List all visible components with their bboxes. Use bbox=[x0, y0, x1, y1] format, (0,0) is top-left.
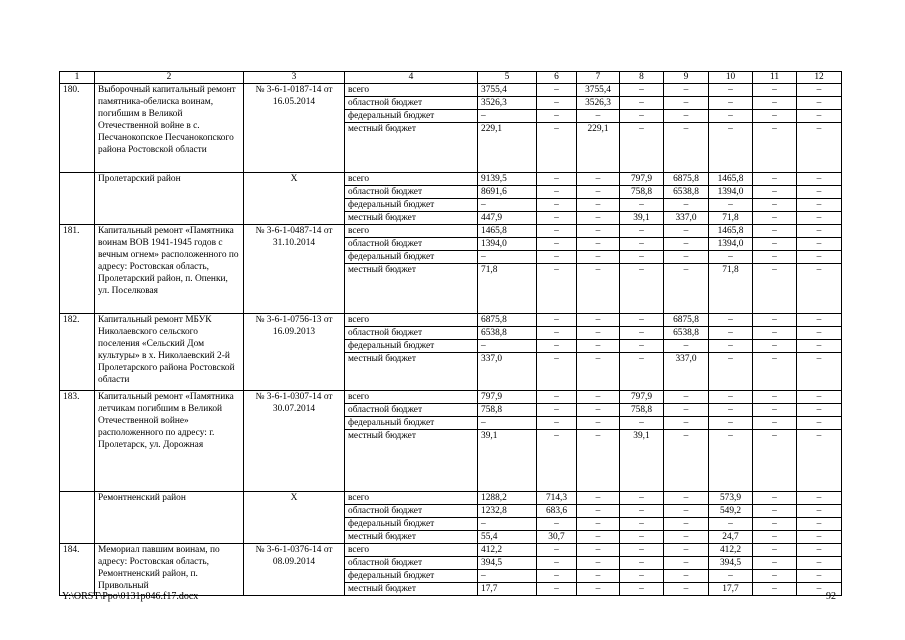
amount-cell: – bbox=[577, 199, 620, 212]
amount-cell: 6875,8 bbox=[478, 314, 537, 327]
amount-cell: 6538,8 bbox=[664, 186, 709, 199]
amount-cell: – bbox=[753, 404, 797, 417]
funding-source: всего bbox=[345, 84, 478, 97]
funding-source: местный бюджет bbox=[345, 430, 478, 492]
amount-cell: – bbox=[577, 518, 620, 531]
amount-cell: 3755,4 bbox=[478, 84, 537, 97]
amount-cell: – bbox=[797, 570, 842, 583]
amount-cell: – bbox=[577, 186, 620, 199]
funding-source: федеральный бюджет bbox=[345, 199, 478, 212]
amount-cell: – bbox=[620, 251, 664, 264]
amount-cell: – bbox=[620, 340, 664, 353]
amount-cell: – bbox=[753, 518, 797, 531]
table-row bbox=[60, 314, 842, 327]
amount-cell: 71,8 bbox=[709, 212, 753, 225]
object-name: Ремонтненский район bbox=[95, 492, 244, 544]
amount-cell: – bbox=[664, 505, 709, 518]
amount-cell: – bbox=[753, 583, 797, 596]
amount-cell: – bbox=[797, 340, 842, 353]
amount-cell: – bbox=[753, 97, 797, 110]
amount-cell: – bbox=[753, 225, 797, 238]
amount-cell: – bbox=[577, 430, 620, 492]
amount-cell: 337,0 bbox=[664, 353, 709, 391]
amount-cell: – bbox=[537, 404, 577, 417]
amount-cell: – bbox=[797, 531, 842, 544]
amount-cell: 758,8 bbox=[620, 404, 664, 417]
column-number: 8 bbox=[620, 72, 664, 84]
amount-cell: – bbox=[620, 353, 664, 391]
amount-cell: – bbox=[537, 186, 577, 199]
amount-cell: 39,1 bbox=[478, 430, 537, 492]
funding-source: областной бюджет bbox=[345, 404, 478, 417]
amount-cell: – bbox=[709, 417, 753, 430]
amount-cell: – bbox=[664, 430, 709, 492]
column-number: 12 bbox=[797, 72, 842, 84]
amount-cell: – bbox=[664, 238, 709, 251]
amount-cell: 8691,6 bbox=[478, 186, 537, 199]
amount-cell: 412,2 bbox=[709, 544, 753, 557]
column-number: 4 bbox=[345, 72, 478, 84]
amount-cell: – bbox=[577, 327, 620, 340]
amount-cell: – bbox=[577, 264, 620, 314]
amount-cell: 447,9 bbox=[478, 212, 537, 225]
amount-cell: – bbox=[478, 340, 537, 353]
amount-cell: 229,1 bbox=[478, 123, 537, 173]
amount-cell: – bbox=[664, 518, 709, 531]
amount-cell: – bbox=[620, 583, 664, 596]
amount-cell: – bbox=[577, 531, 620, 544]
item-number: 182. bbox=[60, 314, 95, 391]
amount-cell: 55,4 bbox=[478, 531, 537, 544]
amount-cell: – bbox=[620, 544, 664, 557]
amount-cell: 394,5 bbox=[478, 557, 537, 570]
funding-source: всего bbox=[345, 225, 478, 238]
amount-cell: – bbox=[577, 404, 620, 417]
registration-number: Х bbox=[244, 492, 345, 544]
funding-source: местный бюджет bbox=[345, 123, 478, 173]
column-number: 9 bbox=[664, 72, 709, 84]
amount-cell: – bbox=[537, 314, 577, 327]
amount-cell: – bbox=[620, 327, 664, 340]
amount-cell: 9139,5 bbox=[478, 173, 537, 186]
amount-cell: – bbox=[537, 570, 577, 583]
amount-cell: – bbox=[709, 110, 753, 123]
amount-cell: – bbox=[664, 84, 709, 97]
amount-cell: – bbox=[664, 531, 709, 544]
amount-cell: – bbox=[797, 417, 842, 430]
amount-cell: – bbox=[753, 570, 797, 583]
amount-cell: 573,9 bbox=[709, 492, 753, 505]
amount-cell: 714,3 bbox=[537, 492, 577, 505]
amount-cell: – bbox=[620, 84, 664, 97]
amount-cell: 549,2 bbox=[709, 505, 753, 518]
amount-cell: – bbox=[577, 417, 620, 430]
amount-cell: – bbox=[797, 505, 842, 518]
funding-source: федеральный бюджет bbox=[345, 570, 478, 583]
amount-cell: – bbox=[577, 583, 620, 596]
amount-cell: – bbox=[709, 353, 753, 391]
amount-cell: – bbox=[753, 417, 797, 430]
amount-cell: 24,7 bbox=[709, 531, 753, 544]
file-path: Y:\ORST\Ppo\0131p046.f17.docx bbox=[62, 591, 199, 602]
column-number: 7 bbox=[577, 72, 620, 84]
amount-cell: – bbox=[577, 314, 620, 327]
amount-cell: 71,8 bbox=[709, 264, 753, 314]
column-number-row bbox=[60, 72, 842, 84]
amount-cell: – bbox=[753, 353, 797, 391]
object-name: Капитальный ремонт «Памятника летчикам погибшим в Великой Отечественной войне» расположенного по адресу: г. Пролетарск, ул. Дорожная bbox=[95, 391, 244, 492]
amount-cell: – bbox=[753, 173, 797, 186]
amount-cell: – bbox=[537, 110, 577, 123]
funding-source: всего bbox=[345, 173, 478, 186]
registration-number: Х bbox=[244, 173, 345, 225]
amount-cell: 337,0 bbox=[478, 353, 537, 391]
amount-cell: – bbox=[664, 557, 709, 570]
amount-cell: – bbox=[577, 557, 620, 570]
amount-cell: – bbox=[537, 97, 577, 110]
object-name: Капитальный ремонт «Памятника воинам ВОВ 1941-1945 годов с вечным огнем» расположенного по адресу: Ростовская область, Пролетарский район, п. Опенки, ул. Поселковая bbox=[95, 225, 244, 314]
amount-cell: – bbox=[577, 212, 620, 225]
item-number: 180. bbox=[60, 84, 95, 173]
amount-cell: 797,9 bbox=[620, 173, 664, 186]
amount-cell: – bbox=[709, 430, 753, 492]
amount-cell: – bbox=[753, 327, 797, 340]
funding-source: областной бюджет bbox=[345, 327, 478, 340]
amount-cell: – bbox=[537, 123, 577, 173]
amount-cell: – bbox=[537, 199, 577, 212]
amount-cell: – bbox=[478, 518, 537, 531]
amount-cell: – bbox=[664, 251, 709, 264]
amount-cell: – bbox=[577, 251, 620, 264]
amount-cell: – bbox=[620, 314, 664, 327]
amount-cell: 3526,3 bbox=[577, 97, 620, 110]
amount-cell: – bbox=[478, 251, 537, 264]
amount-cell: – bbox=[664, 391, 709, 404]
amount-cell: – bbox=[753, 238, 797, 251]
amount-cell: 1232,8 bbox=[478, 505, 537, 518]
amount-cell: – bbox=[753, 186, 797, 199]
amount-cell: – bbox=[537, 353, 577, 391]
amount-cell: – bbox=[537, 417, 577, 430]
amount-cell: – bbox=[797, 583, 842, 596]
amount-cell: – bbox=[753, 557, 797, 570]
amount-cell: – bbox=[797, 353, 842, 391]
amount-cell: – bbox=[753, 531, 797, 544]
amount-cell: – bbox=[709, 340, 753, 353]
funding-source: областной бюджет bbox=[345, 557, 478, 570]
amount-cell: – bbox=[797, 264, 842, 314]
amount-cell: – bbox=[797, 391, 842, 404]
funding-source: федеральный бюджет bbox=[345, 251, 478, 264]
amount-cell: – bbox=[709, 314, 753, 327]
amount-cell: – bbox=[664, 97, 709, 110]
funding-source: всего bbox=[345, 544, 478, 557]
amount-cell: 683,6 bbox=[537, 505, 577, 518]
amount-cell: – bbox=[537, 173, 577, 186]
amount-cell: – bbox=[797, 199, 842, 212]
amount-cell: – bbox=[797, 492, 842, 505]
amount-cell: – bbox=[797, 544, 842, 557]
amount-cell: – bbox=[537, 430, 577, 492]
amount-cell: – bbox=[709, 404, 753, 417]
amount-cell: – bbox=[753, 199, 797, 212]
table-row bbox=[60, 544, 842, 557]
amount-cell: – bbox=[577, 173, 620, 186]
amount-cell: – bbox=[797, 225, 842, 238]
amount-cell: – bbox=[577, 353, 620, 391]
amount-cell: – bbox=[537, 518, 577, 531]
item-number: 184. bbox=[60, 544, 95, 596]
amount-cell: – bbox=[709, 84, 753, 97]
item-number bbox=[60, 492, 95, 544]
object-name: Капитальный ремонт МБУК Николаевского сельского поселения «Сельский Дом культуры» в х. Николаевский 2-й Пролетарского района Ростовской области bbox=[95, 314, 244, 391]
funding-source: федеральный бюджет bbox=[345, 518, 478, 531]
registration-number: № 3-6-1-0487-14 от 31.10.2014 bbox=[244, 225, 345, 314]
amount-cell: – bbox=[664, 570, 709, 583]
amount-cell: – bbox=[537, 251, 577, 264]
amount-cell: 797,9 bbox=[620, 391, 664, 404]
amount-cell: – bbox=[797, 557, 842, 570]
amount-cell: – bbox=[709, 570, 753, 583]
amount-cell: – bbox=[577, 225, 620, 238]
table-row bbox=[60, 391, 842, 404]
amount-cell: – bbox=[620, 238, 664, 251]
amount-cell: – bbox=[620, 264, 664, 314]
amount-cell: – bbox=[753, 340, 797, 353]
amount-cell: 797,9 bbox=[478, 391, 537, 404]
table-row bbox=[60, 492, 842, 505]
amount-cell: – bbox=[620, 123, 664, 173]
amount-cell: 1288,2 bbox=[478, 492, 537, 505]
amount-cell: – bbox=[753, 505, 797, 518]
funding-source: федеральный бюджет bbox=[345, 110, 478, 123]
amount-cell: – bbox=[709, 518, 753, 531]
amount-cell: – bbox=[664, 583, 709, 596]
budget-table bbox=[59, 71, 842, 596]
funding-source: местный бюджет bbox=[345, 531, 478, 544]
amount-cell: – bbox=[664, 123, 709, 173]
amount-cell: 6538,8 bbox=[478, 327, 537, 340]
amount-cell: 30,7 bbox=[537, 531, 577, 544]
amount-cell: 3526,3 bbox=[478, 97, 537, 110]
amount-cell: – bbox=[664, 492, 709, 505]
funding-source: всего bbox=[345, 391, 478, 404]
amount-cell: – bbox=[620, 570, 664, 583]
funding-source: областной бюджет bbox=[345, 186, 478, 199]
amount-cell: – bbox=[797, 186, 842, 199]
amount-cell: 39,1 bbox=[620, 430, 664, 492]
amount-cell: – bbox=[537, 264, 577, 314]
amount-cell: – bbox=[797, 430, 842, 492]
amount-cell: – bbox=[478, 199, 537, 212]
amount-cell: – bbox=[797, 251, 842, 264]
amount-cell: – bbox=[620, 492, 664, 505]
amount-cell: – bbox=[620, 110, 664, 123]
amount-cell: – bbox=[577, 570, 620, 583]
amount-cell: – bbox=[753, 84, 797, 97]
amount-cell: – bbox=[537, 238, 577, 251]
amount-cell: – bbox=[709, 251, 753, 264]
amount-cell: – bbox=[620, 518, 664, 531]
funding-source: местный бюджет bbox=[345, 353, 478, 391]
amount-cell: 394,5 bbox=[709, 557, 753, 570]
amount-cell: – bbox=[797, 212, 842, 225]
amount-cell: – bbox=[797, 238, 842, 251]
amount-cell: – bbox=[709, 199, 753, 212]
amount-cell: – bbox=[577, 391, 620, 404]
column-number: 3 bbox=[244, 72, 345, 84]
item-number: 181. bbox=[60, 225, 95, 314]
amount-cell: 758,8 bbox=[620, 186, 664, 199]
table-row bbox=[60, 84, 842, 97]
column-number: 5 bbox=[478, 72, 537, 84]
amount-cell: – bbox=[797, 173, 842, 186]
amount-cell: – bbox=[664, 544, 709, 557]
funding-source: всего bbox=[345, 314, 478, 327]
amount-cell: – bbox=[577, 492, 620, 505]
funding-source: областной бюджет bbox=[345, 97, 478, 110]
amount-cell: 17,7 bbox=[709, 583, 753, 596]
amount-cell: – bbox=[753, 544, 797, 557]
column-number: 11 bbox=[753, 72, 797, 84]
amount-cell: – bbox=[577, 340, 620, 353]
funding-source: федеральный бюджет bbox=[345, 417, 478, 430]
amount-cell: – bbox=[478, 110, 537, 123]
registration-number: № 3-6-1-0376-14 от 08.09.2014 bbox=[244, 544, 345, 596]
amount-cell: – bbox=[577, 238, 620, 251]
amount-cell: – bbox=[753, 430, 797, 492]
amount-cell: – bbox=[620, 199, 664, 212]
object-name: Мемориал павшим воинам, по адресу: Ростовская область, Ремонтненский район, п. Привольный bbox=[95, 544, 244, 596]
funding-source: областной бюджет bbox=[345, 238, 478, 251]
table-row bbox=[60, 225, 842, 238]
amount-cell: – bbox=[753, 212, 797, 225]
amount-cell: 3755,4 bbox=[577, 84, 620, 97]
amount-cell: – bbox=[620, 417, 664, 430]
amount-cell: 6875,8 bbox=[664, 173, 709, 186]
amount-cell: – bbox=[753, 492, 797, 505]
amount-cell: – bbox=[664, 417, 709, 430]
amount-cell: – bbox=[753, 314, 797, 327]
amount-cell: – bbox=[709, 97, 753, 110]
amount-cell: – bbox=[537, 327, 577, 340]
object-name: Выборочный капитальный ремонт памятника-обелиска воинам, погибшим в Великой Отечественной войне в с. Песчанокопское Песчанокопского района Ростовской области bbox=[95, 84, 244, 173]
amount-cell: – bbox=[664, 404, 709, 417]
amount-cell: – bbox=[620, 531, 664, 544]
amount-cell: 17,7 bbox=[478, 583, 537, 596]
amount-cell: 229,1 bbox=[577, 123, 620, 173]
object-name: Пролетарский район bbox=[95, 173, 244, 225]
amount-cell: – bbox=[577, 544, 620, 557]
amount-cell: – bbox=[797, 110, 842, 123]
item-number: 183. bbox=[60, 391, 95, 492]
funding-source: местный бюджет bbox=[345, 212, 478, 225]
amount-cell: – bbox=[620, 505, 664, 518]
amount-cell: – bbox=[537, 212, 577, 225]
amount-cell: 6875,8 bbox=[664, 314, 709, 327]
amount-cell: – bbox=[478, 417, 537, 430]
amount-cell: – bbox=[620, 557, 664, 570]
amount-cell: 1394,0 bbox=[709, 186, 753, 199]
registration-number: № 3-6-1-0756-13 от 16.09.2013 bbox=[244, 314, 345, 391]
page-number: 92 bbox=[826, 591, 836, 602]
amount-cell: – bbox=[797, 327, 842, 340]
amount-cell: – bbox=[797, 314, 842, 327]
amount-cell: – bbox=[620, 97, 664, 110]
amount-cell: 1465,8 bbox=[709, 173, 753, 186]
amount-cell: – bbox=[537, 391, 577, 404]
amount-cell: – bbox=[537, 557, 577, 570]
amount-cell: 1465,8 bbox=[478, 225, 537, 238]
amount-cell: – bbox=[577, 110, 620, 123]
amount-cell: – bbox=[753, 123, 797, 173]
amount-cell: – bbox=[797, 123, 842, 173]
amount-cell: 71,8 bbox=[478, 264, 537, 314]
amount-cell: 6538,8 bbox=[664, 327, 709, 340]
amount-cell: – bbox=[537, 84, 577, 97]
amount-cell: – bbox=[709, 123, 753, 173]
amount-cell: – bbox=[797, 518, 842, 531]
registration-number: № 3-6-1-0307-14 от 30.07.2014 bbox=[244, 391, 345, 492]
amount-cell: – bbox=[537, 340, 577, 353]
amount-cell: – bbox=[664, 340, 709, 353]
registration-number: № 3-6-1-0187-14 от 16.05.2014 bbox=[244, 84, 345, 173]
amount-cell: – bbox=[620, 225, 664, 238]
amount-cell: – bbox=[478, 570, 537, 583]
amount-cell: – bbox=[753, 110, 797, 123]
amount-cell: – bbox=[537, 544, 577, 557]
amount-cell: – bbox=[664, 110, 709, 123]
amount-cell: 758,8 bbox=[478, 404, 537, 417]
amount-cell: – bbox=[709, 327, 753, 340]
column-number: 10 bbox=[709, 72, 753, 84]
amount-cell: 337,0 bbox=[664, 212, 709, 225]
table-row bbox=[60, 173, 842, 186]
funding-source: областной бюджет bbox=[345, 505, 478, 518]
amount-cell: 412,2 bbox=[478, 544, 537, 557]
column-number: 6 bbox=[537, 72, 577, 84]
amount-cell: – bbox=[709, 391, 753, 404]
amount-cell: – bbox=[664, 199, 709, 212]
amount-cell: 1465,8 bbox=[709, 225, 753, 238]
column-number: 1 bbox=[60, 72, 95, 84]
column-number: 2 bbox=[95, 72, 244, 84]
amount-cell: 1394,0 bbox=[478, 238, 537, 251]
amount-cell: – bbox=[664, 264, 709, 314]
amount-cell: – bbox=[753, 391, 797, 404]
funding-source: местный бюджет bbox=[345, 264, 478, 314]
amount-cell: – bbox=[753, 251, 797, 264]
funding-source: федеральный бюджет bbox=[345, 340, 478, 353]
amount-cell: – bbox=[537, 225, 577, 238]
funding-source: всего bbox=[345, 492, 478, 505]
item-number bbox=[60, 173, 95, 225]
amount-cell: – bbox=[797, 97, 842, 110]
table-body bbox=[60, 72, 842, 596]
amount-cell: – bbox=[577, 505, 620, 518]
amount-cell: – bbox=[797, 404, 842, 417]
amount-cell: – bbox=[797, 84, 842, 97]
amount-cell: – bbox=[753, 264, 797, 314]
amount-cell: – bbox=[537, 583, 577, 596]
funding-source: местный бюджет bbox=[345, 583, 478, 596]
amount-cell: 1394,0 bbox=[709, 238, 753, 251]
amount-cell: 39,1 bbox=[620, 212, 664, 225]
amount-cell: – bbox=[664, 225, 709, 238]
